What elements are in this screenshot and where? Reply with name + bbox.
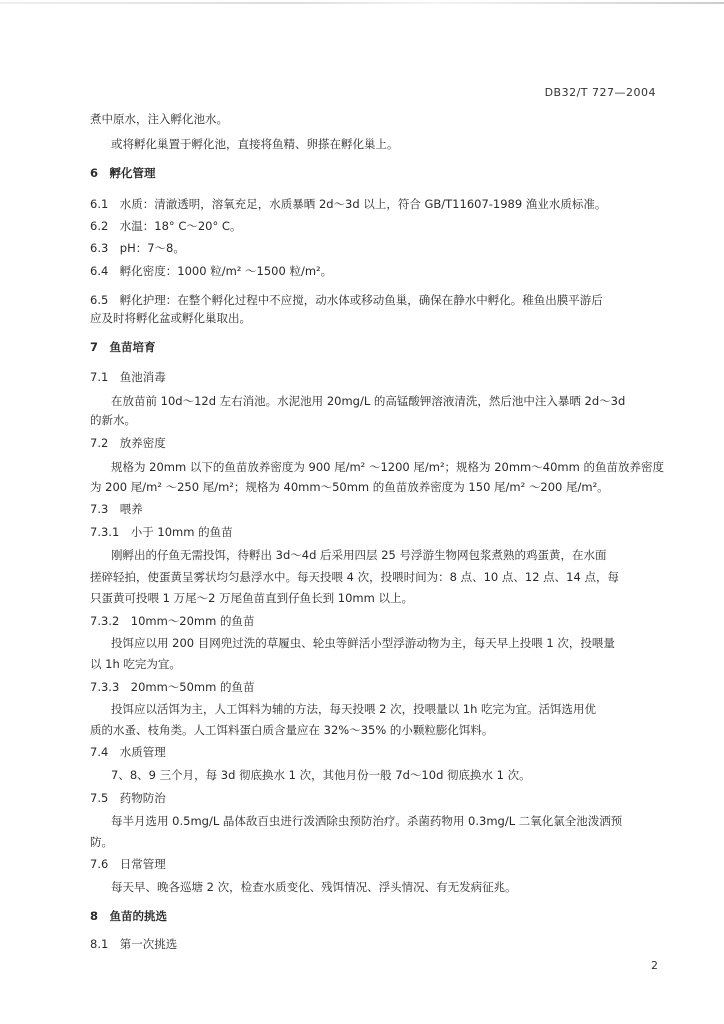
subsection-heading: 7.3 喂养 [90,502,143,516]
subsection-heading: 7.6 日常管理 [90,857,166,871]
text-line: 6.5 孵化护理：在整个孵化过程中不应搅，动水体或移动鱼巢，确保在静水中孵化。稚鱼出膜平游后 [90,293,603,307]
section-heading: 7 鱼苗培育 [90,340,156,354]
text-line: 规格为 20mm 以下的鱼苗放养密度为 900 尾/m² ～1200 尾/m²；规格为 20mm～40mm 的鱼苗放养密度 [111,460,664,474]
section-heading: 8 鱼苗的挑选 [90,909,168,923]
text-line: 防。 [90,835,113,849]
page-number: 2 [651,959,658,972]
text-line: 搓碎轻拍，使蛋黄呈雾状均匀悬浮水中。每天投喂 4 次，投喂时间为：8 点、10 点、12 点、14 点，每 [90,570,619,584]
text-line: 为 200 尾/m² ～250 尾/m²；规格为 40mm～50mm 的鱼苗放养密度为 150 尾/m² ～200 尾/m²。 [90,480,609,494]
text-line: 7、8、9 三个月，每 3d 彻底换水 1 次，其他月份一般 7d～10d 彻底换水 1 次。 [111,768,531,782]
text-line: 的新水。 [90,413,136,427]
text-line: 在放苗前 10d～12d 左右消池。水泥池用 20mg/L 的高锰酸钾溶液清洗，然后池中注入暴晒 2d～3d [111,394,626,408]
text-line: 6.1 水质：清澈透明，溶氧充足，水质暴晒 2d～3d 以上，符合 GB/T11607-1989 渔业水质标准。 [90,197,607,211]
scan-top-edge [0,2,724,4]
document-code: DB32/T 727—2004 [544,86,656,99]
text-line: 质的水蚤、枝角类。人工饵料蛋白质含量应在 32%～35% 的小颗粒膨化饵料。 [90,723,494,737]
text-line: 6.2 水温：18° C～20° C。 [90,219,242,233]
text-line: 6.4 孵化密度：1000 粒/m² ～1500 粒/m²。 [90,264,333,278]
text-line: 煮中原水，注入孵化池水。 [90,112,228,126]
subsection-heading: 7.3.2 10mm～20mm 的鱼苗 [90,614,255,628]
text-line: 应及时将孵化盆或孵化巢取出。 [90,311,251,325]
subsection-heading: 7.4 水质管理 [90,745,166,759]
subsection-heading: 7.1 鱼池消毒 [90,370,166,384]
text-line: 投饵应以活饵为主，人工饵料为辅的方法，每天投喂 2 次，投喂量以 1h 吃完为宜。活饵选用优 [111,702,597,716]
text-line: 或将孵化巢置于孵化池，直接将鱼精、卵搽在孵化巢上。 [111,137,399,151]
subsection-heading: 7.5 药物防治 [90,791,166,805]
subsection-heading: 7.3.3 20mm～50mm 的鱼苗 [90,680,255,694]
text-line: 6.3 pH：7～8。 [90,241,185,255]
text-line: 每天早、晚各巡塘 2 次，检查水质变化、残饵情况、浮头情况、有无发病征兆。 [111,880,517,894]
section-heading: 6 孵化管理 [90,166,156,180]
text-line: 只蛋黄可投喂 1 万尾～2 万尾鱼苗直到仔鱼长到 10mm 以上。 [90,591,413,605]
text-line: 投饵应以用 200 目网兜过洗的草履虫、轮虫等鲜活小型浮游动物为主，每天早上投喂 1 次，投喂量 [111,636,615,650]
subsection-heading: 7.3.1 小于 10mm 的鱼苗 [90,525,233,539]
text-line: 刚孵出的仔鱼无需投饵，待孵出 3d～4d 后采用四层 25 号浮游生物网包浆煮熟的鸡蛋黄，在水面 [111,548,607,562]
subsection-heading: 7.2 放养密度 [90,436,166,450]
text-line: 每半月选用 0.5mg/L 晶体敌百虫进行泼洒除虫预防治疗。杀菌药物用 0.3mg/L 二氧化氯全池泼洒预 [111,814,623,828]
text-line: 以 1h 吃完为宜。 [90,657,181,671]
subsection-heading: 8.1 第一次挑选 [90,937,178,951]
